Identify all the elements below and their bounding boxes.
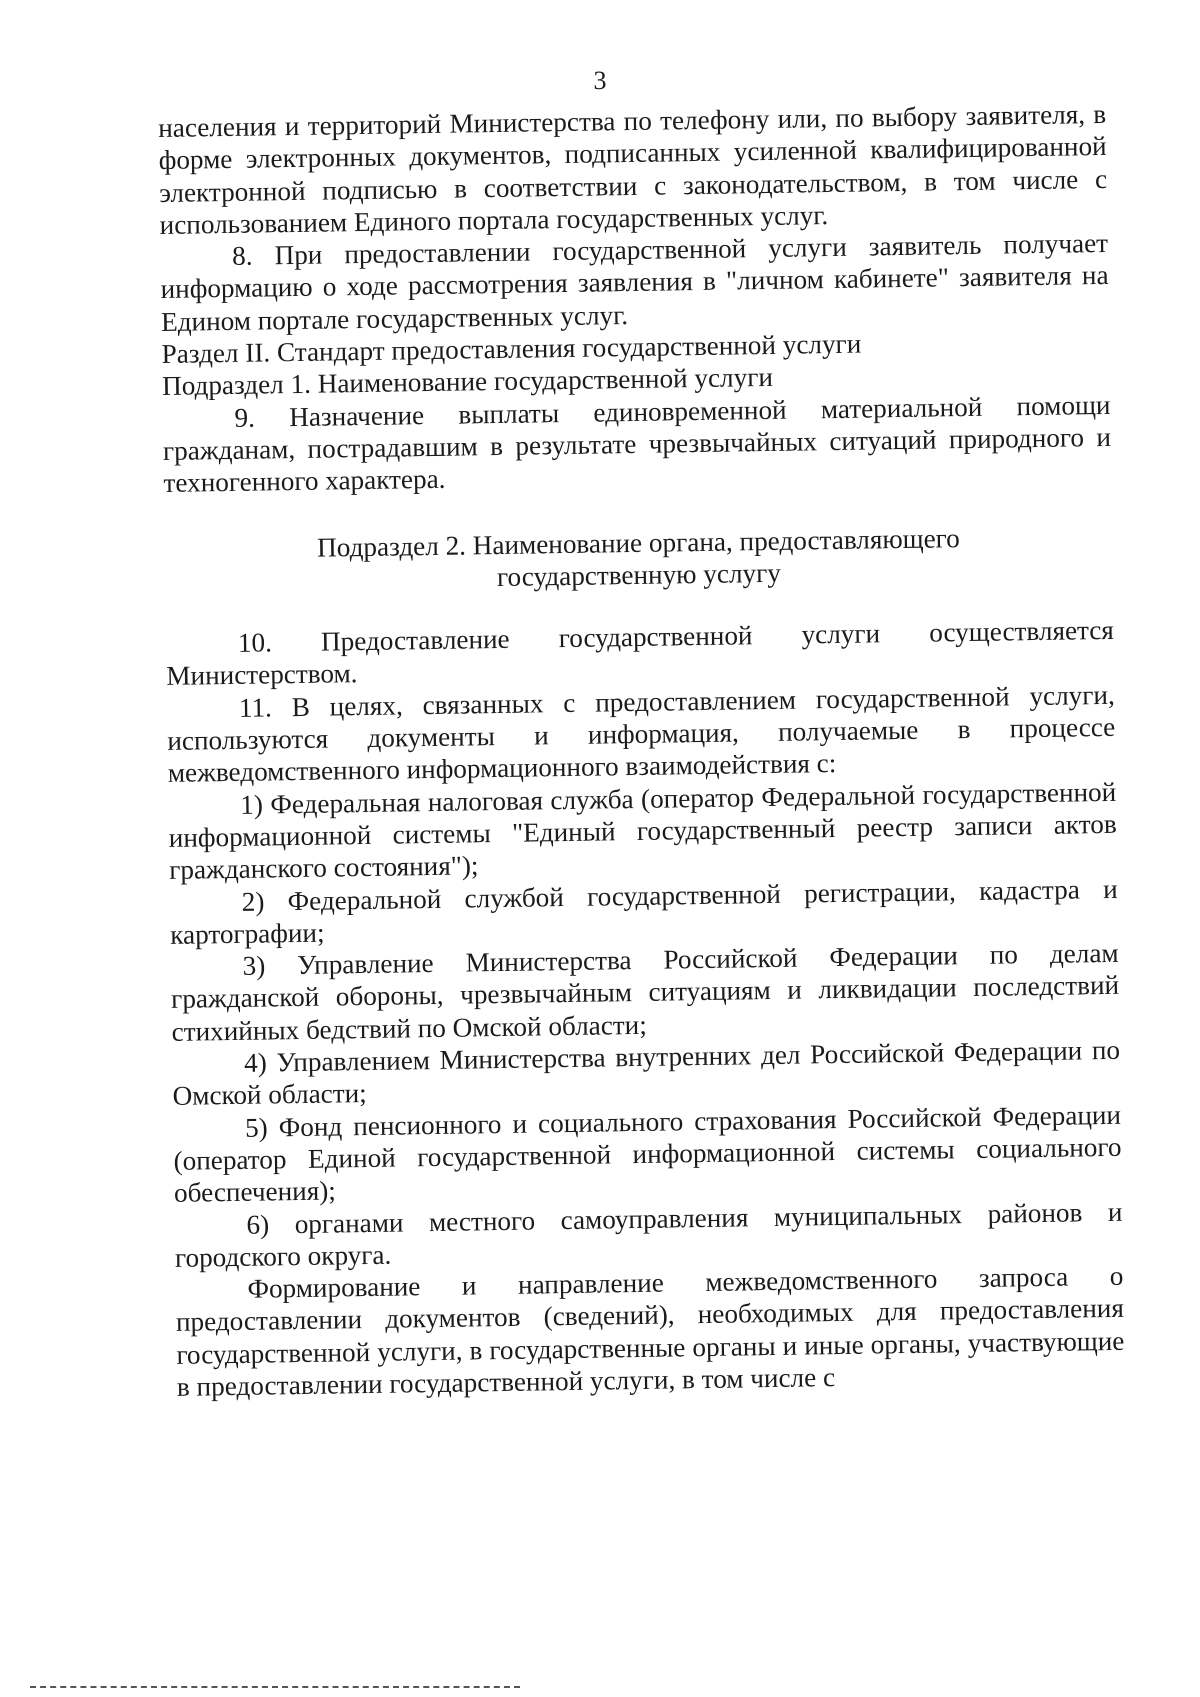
list-item: 2) Федеральной службой государственной регистрации, кадастра и картографии;	[169, 873, 1118, 950]
footer-divider	[30, 1686, 520, 1688]
section-2-heading: Раздел II. Стандарт предоставления государственной услуги	[161, 328, 862, 370]
subsection-2-heading-line-2: государственную услугу	[496, 557, 782, 592]
subsection-1-heading: Подраздел 1. Наименование государственной услуги	[161, 362, 774, 402]
list-item: 1) Федеральная налоговая служба (оператор Федеральной государственной информационной системы "Единый государственный реестр записи актов гражданского состояния");	[168, 776, 1117, 886]
paragraph-11: 11. В целях, связанных с предоставлением государственной услуги, используются документы и информация, получаемые в процессе межведомственного информационного взаимодействия с:	[167, 679, 1116, 789]
list-item: 4) Управлением Министерства внутренних дел Российской Федерации по Омской области;	[172, 1034, 1121, 1112]
paragraph-10: 10. Предоставление государственной услуги осуществляется Министерством.	[166, 615, 1115, 692]
list-item: 5) Фонд пенсионного и социального страхования Российской Федерации (оператор Единой государственной информационной системы социального обеспечения);	[173, 1099, 1122, 1209]
subsection-2-heading-line-1: Подраздел 2. Наименование органа, предоставляющего	[316, 522, 960, 563]
paragraph-8: 8. При предоставлении государственной услуги заявитель получает информацию о ходе рассмотрения заявления в "личном кабинете" заявителя на Едином портале государственных услуг.	[160, 228, 1109, 337]
list-item: 3) Управление Министерства Российской Федерации по делам гражданской обороны, чрезвычайным ситуациям и ликвидации последствий стихийных бедствий по Омской области;	[170, 937, 1120, 1047]
list-item: 6) органами местного самоуправления муниципальных районов и городского округа.	[174, 1196, 1123, 1273]
page-number: 3	[593, 66, 607, 95]
paragraph-interagency-request: Формирование и направление межведомственного запроса о предоставлении документов (сведений), необходимых для предоставления государственной услуги, в государственные органы и иные органы, участвующие в предоставлении государственной услуги, в том числе с	[175, 1260, 1125, 1402]
paragraph-continuation: населения и территорий Министерства по телефону или, по выбору заявителя, в форме электронных документов, подписанных усиленной квалифицированной электронной подписью в соответствии с законодательством, в том числе с использованием Единого портала государственных услуг.	[158, 98, 1108, 240]
paragraph-9: 9. Назначение выплаты единовременной материальной помощи гражданам, пострадавшим в результате чрезвычайных ситуаций природного и техногенного характера.	[162, 389, 1112, 499]
subsection-2-heading	[164, 519, 1113, 598]
document-body	[158, 98, 1125, 1403]
